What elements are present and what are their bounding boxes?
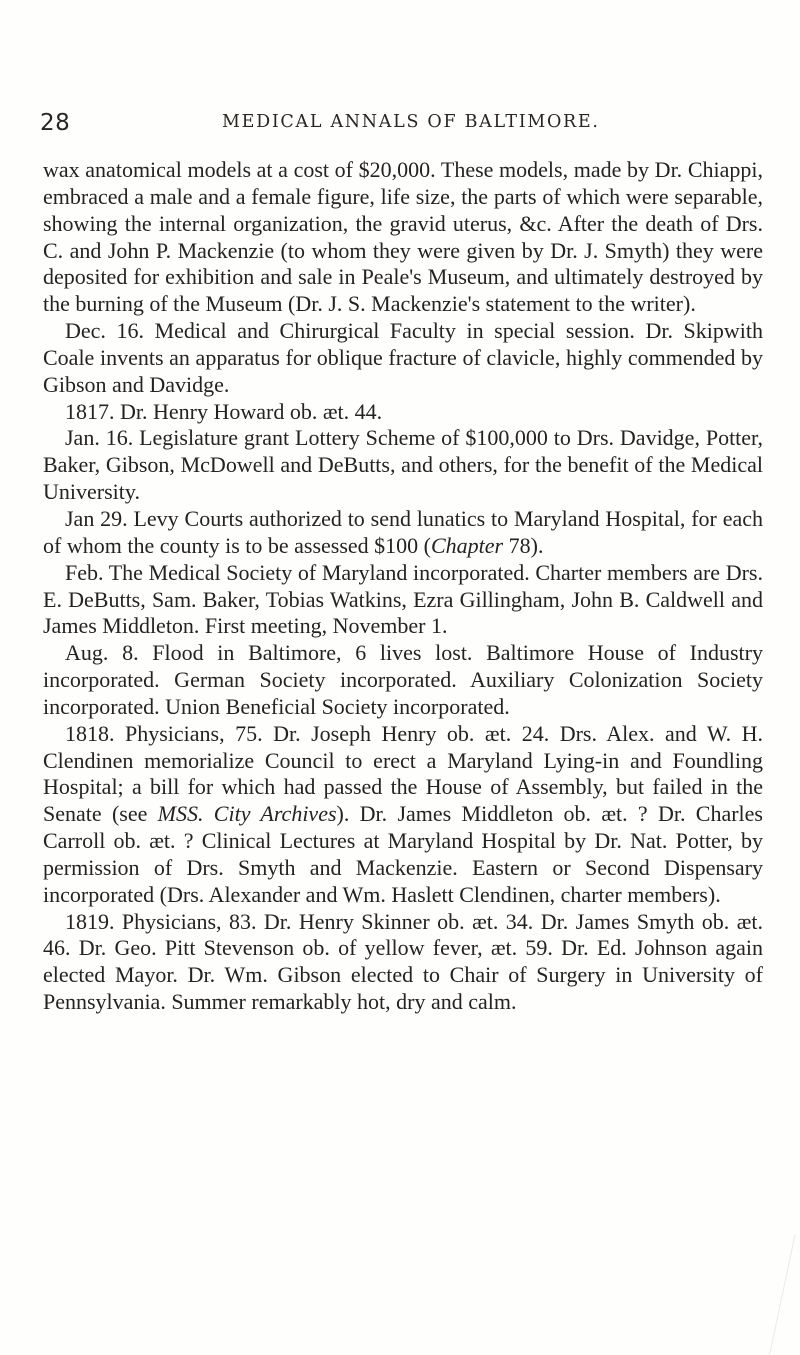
body-text bbox=[43, 157, 763, 1016]
page-number: 28 bbox=[40, 110, 71, 136]
entry-1818 bbox=[43, 721, 763, 909]
page-header bbox=[0, 110, 800, 140]
running-head: MEDICAL ANNALS OF BALTIMORE. bbox=[222, 112, 600, 132]
entry-jan-29-text-b: 78). bbox=[503, 532, 544, 558]
entry-aug-8: Aug. 8. Flood in Baltimore, 6 lives lost. Baltimore House of Industry incorporated. German Society incorporated. Auxiliary Colonization Society incorporated. Union Beneficial Society incorporated. bbox=[43, 640, 763, 719]
entry-1817: 1817. Dr. Henry Howard ob. æt. 44. bbox=[65, 398, 383, 424]
archives-reference: MSS. City Archives bbox=[157, 801, 337, 827]
entry-jan-29 bbox=[43, 506, 763, 560]
entry-1818-text-a: 1818. Physicians, 75. Dr. Joseph Henry ob. æt. 24. Drs. Alex. and W. H. Clendinen memorialize Council to erect a Maryland Lying-in and Foundling Hospital; a bill for which had passed the House of Assembly, but failed in the Senate (see bbox=[43, 720, 763, 827]
chapter-reference: Chapter bbox=[431, 532, 504, 558]
paragraph-continued: wax anatomical models at a cost of $20,000. These models, made by Dr. Chiappi, embraced a male and a female figure, life size, the parts of which were separable, showing the internal organization, the gravid uterus, &c. After the death of Drs. C. and John P. Mackenzie (to whom they were given by Dr. J. Smyth) they were deposited for exhibition and sale in Peale's Museum, and ultimately destroyed by the burning of the Museum (Dr. J. S. Mackenzie's statement to the writer). bbox=[43, 157, 763, 317]
entry-dec-16: Dec. 16. Medical and Chirurgical Faculty in special session. Dr. Skipwith Coale invents an apparatus for oblique fracture of clavicle, highly commended by Gibson and Davidge. bbox=[43, 318, 763, 397]
page-edge-mark bbox=[769, 1235, 800, 1355]
entry-jan-16: Jan. 16. Legislature grant Lottery Scheme of $100,000 to Drs. Davidge, Potter, Baker, Gibson, McDowell and DeButts, and others, for the benefit of the Medical University. bbox=[43, 425, 763, 505]
entry-1818-text-b: ). Dr. James Middleton ob. æt. ? Dr. Charles Carroll ob. æt. ? Clinical Lectures at Maryland Hospital by Dr. Nat. Potter, by permission of Drs. Smyth and Mackenzie. Eastern or Second Dispensary incorporated (Drs. Alexander and Wm. Haslett Clendinen, charter members). bbox=[43, 801, 763, 907]
entry-jan-29-text-a: Jan 29. Levy Courts authorized to send lunatics to Maryland Hospital, for each of whom the county is to be assessed $100 ( bbox=[43, 505, 763, 558]
entry-1819: 1819. Physicians, 83. Dr. Henry Skinner ob. æt. 34. Dr. James Smyth ob. æt. 46. Dr. Geo. Pitt Stevenson ob. of yellow fever, æt. 59. Dr. Ed. Johnson again elected Mayor. Dr. Wm. Gibson elected to Chair of Surgery in University of Pennsylvania. Summer remarkably hot, dry and calm. bbox=[43, 908, 763, 1015]
entry-feb: Feb. The Medical Society of Maryland incorporated. Charter members are Drs. E. DeButts, Sam. Baker, Tobias Watkins, Ezra Gillingham, John B. Caldwell and James Middleton. First meeting, November 1. bbox=[43, 559, 763, 639]
